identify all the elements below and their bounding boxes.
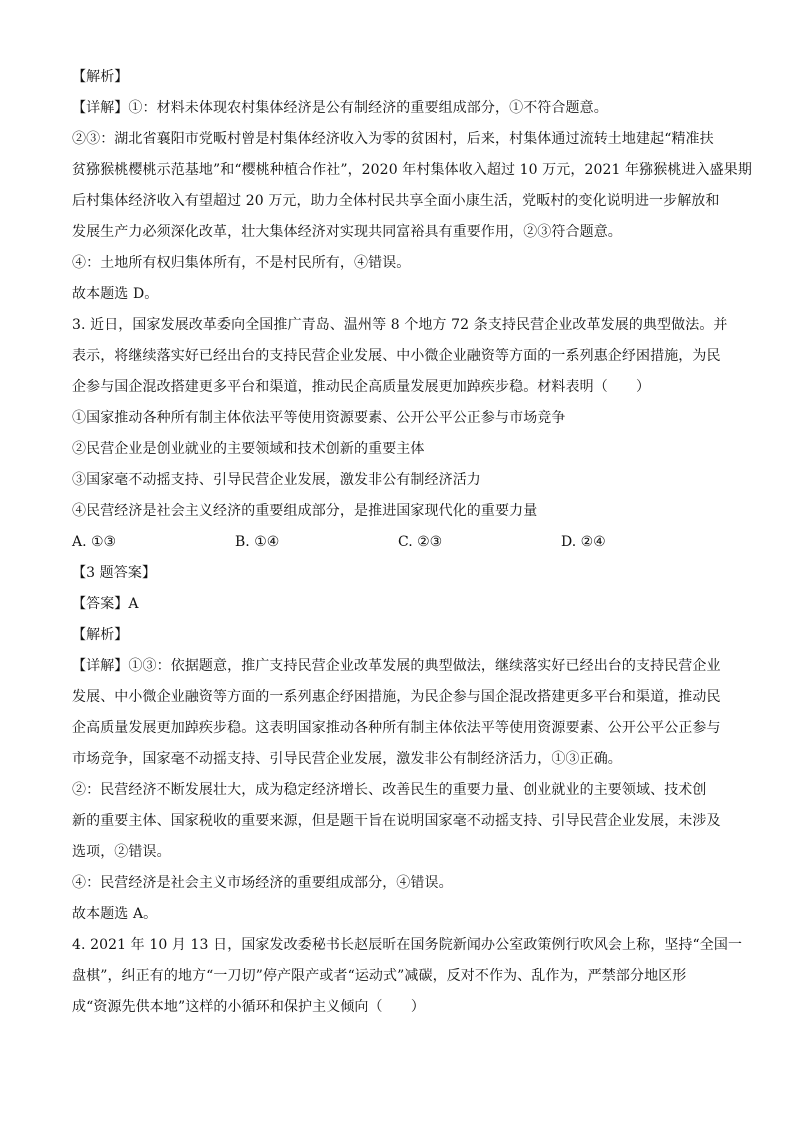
text-line: ④：民营经济是社会主义市场经济的重要组成部分，④错误。	[72, 875, 453, 891]
question-4-stem: 4. 2021 年 10 月 13 日，国家发改委秘书长赵辰昕在国务院新闻办公室政策例行吹风会上称，坚持“全国一	[72, 937, 743, 953]
text-line: 故本题选 D。	[72, 286, 159, 302]
question-3-stem: 3. 近日，国家发展改革委向全国推广青岛、温州等 8 个地方 72 条支持民营企业改革发展的典型做法。并	[72, 317, 728, 333]
text-line: 表示，将继续落实好已经出台的支持民营企业发展、中小微企业融资等方面的一系列惠企纾困措施，为民	[72, 348, 721, 364]
text-line: 企参与国企混改搭建更多平台和渠道，推动民企高质量发展更加踔疾步稳。材料表明（ ）	[72, 379, 651, 395]
answer-options	[72, 527, 724, 558]
option-b: B. ①④	[235, 534, 280, 550]
text-line: 贫猕猴桃樱桃示范基地”和“樱桃种植合作社”，2020 年村集体收入超过 10 万元，2021 年猕猴桃进入盛果期	[72, 162, 752, 178]
text-line: 后村集体经济收入有望超过 20 万元，助力全体村民共享全面小康生活，党畈村的变化说明进一步解放和	[72, 193, 720, 209]
text-line: 发展、中小微企业融资等方面的一系列惠企纾困措施，为民企参与国企混改搭建更多平台和渠道，推动民	[72, 689, 721, 705]
text-line: 成“资源先供本地”这样的小循环和保护主义倾向（ ）	[72, 999, 425, 1015]
text-line: ②③：湖北省襄阳市党畈村曾是村集体经济收入为零的贫困村，后来，村集体通过流转土地建起“精准扶	[72, 131, 714, 147]
text-line: ②：民营经济不断发展壮大，成为稳定经济增长、改善民生的重要力量、创业就业的主要领域、技术创	[72, 782, 707, 798]
analysis-heading: 【解析】	[72, 627, 129, 643]
text-line: 【详解】①：材料未体现农村集体经济是公有制经济的重要组成部分，①不符合题意。	[72, 100, 608, 116]
text-line: 企高质量发展更加踔疾步稳。这表明国家推动各种所有制主体依法平等使用资源要素、公开公平公正参与	[72, 720, 721, 736]
text-line: 故本题选 A。	[72, 906, 158, 922]
text-line: 新的重要主体、国家税收的重要来源，但是题干旨在说明国家毫不动摇支持、引导民营企业发展，未涉及	[72, 813, 721, 829]
text-line: ④：土地所有权归集体所有，不是村民所有，④错误。	[72, 255, 411, 271]
statement-1: ①国家推动各种所有制主体依法平等使用资源要素、公开公平公正参与市场竞争	[72, 410, 566, 426]
text-line: 选项，②错误。	[72, 844, 171, 860]
document-page	[72, 62, 752, 1023]
text-line: 盘棋”，纠正有的地方“一刀切”停产限产或者“运动式”减碳，反对不作为、乱作为，严禁部分地区形	[72, 968, 687, 984]
statement-2: ②民营企业是创业就业的主要领域和技术创新的重要主体	[72, 441, 425, 457]
text-line: 市场竞争，国家毫不动摇支持、引导民营企业发展，激发非公有制经济活力，①③正确。	[72, 751, 622, 767]
statement-4: ④民营经济是社会主义经济的重要组成部分，是推进国家现代化的重要力量	[72, 503, 538, 519]
option-d: D. ②④	[561, 534, 606, 550]
answer-heading: 【3 题答案】	[72, 565, 157, 581]
answer-line: 【答案】A	[72, 596, 139, 612]
text-line: 【解析】	[72, 69, 129, 85]
statement-3: ③国家毫不动摇支持、引导民营企业发展，激发非公有制经济活力	[72, 472, 481, 488]
text-line: 【详解】①③：依据题意，推广支持民营企业改革发展的典型做法，继续落实好已经出台的支持民营企业	[72, 658, 721, 674]
text-line: 发展生产力必须深化改革，壮大集体经济对实现共同富裕具有重要作用，②③符合题意。	[72, 224, 622, 240]
option-a: A. ①③	[72, 534, 117, 550]
option-c: C. ②③	[398, 534, 443, 550]
